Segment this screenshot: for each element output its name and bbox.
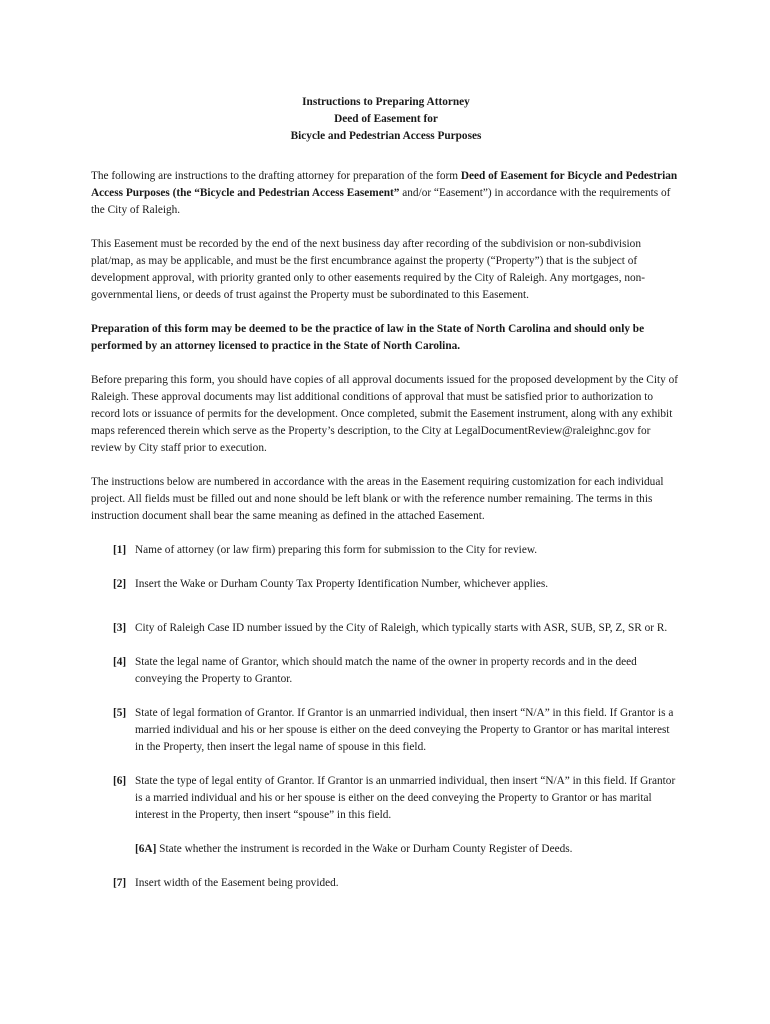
item-text: State whether the instrument is recorded in the Wake or Durham County Register of Deeds. — [156, 843, 573, 855]
instruction-item-4 — [91, 654, 681, 688]
instruction-item-6a — [91, 841, 681, 858]
intro-form-name: Deed of Easement for Bicycle and Pedestrian Access Purposes (the “Bicycle and Pedestrian Access Easement” — [91, 170, 678, 199]
document-page — [91, 94, 681, 909]
item-number: [6A] — [135, 843, 157, 855]
item-number: [7] — [113, 877, 127, 889]
title-line-1: Instructions to Preparing Attorney — [302, 96, 470, 108]
recording-paragraph: This Easement must be recorded by the end of the next business day after recording of the subdivision or non-subdivision plat/map, as may be applicable, and must be the first encumbrance against the property (“Property”) that is the subject of development approval, with priority granted only to other easements required by the City of Raleigh. Any mortgages, non-governmental liens, or deeds of trust against the Property must be subordinated to this Easement. — [91, 238, 646, 301]
item-text: State the legal name of Grantor, which should match the name of the owner in property records and in the deed conveying the Property to Grantor. — [135, 656, 637, 685]
intro-paragraph — [91, 168, 681, 219]
instruction-item-7 — [91, 875, 681, 892]
item-number: [3] — [113, 622, 127, 634]
intro-text-end: and/or “Easement”) in accordance with the requirements of the City of Raleigh. — [91, 187, 671, 216]
before-preparing-paragraph: Before preparing this form, you should have copies of all approval documents issued for the proposed development by the City of Raleigh. These approval documents may list additional conditions of approval that must be satisfied prior to authorization to record lots or issuance of permits for the development. Once completed, submit the Easement instrument, along with any exhibit maps referenced therein which serve as the Property’s description, to the City at LegalDocumentReview@raleighnc.gov for review by City staff prior to execution. — [91, 374, 678, 454]
item-number: [6] — [113, 775, 127, 787]
title-line-3: Bicycle and Pedestrian Access Purposes — [290, 130, 482, 142]
instruction-item-3 — [91, 620, 681, 637]
instructions-paragraph: The instructions below are numbered in accordance with the areas in the Easement requiring customization for each individual project. All fields must be filled out and none should be left blank or with the reference number remaining. The terms in this instruction document shall bear the same meaning as defined in the attached Easement. — [91, 476, 664, 522]
instruction-item-1 — [91, 542, 681, 559]
item-text: Insert width of the Easement being provided. — [135, 877, 339, 889]
instruction-item-2 — [91, 576, 681, 593]
instruction-item-5 — [91, 705, 681, 756]
item-number: [5] — [113, 707, 127, 719]
item-text: State of legal formation of Grantor. If Grantor is an unmarried individual, then insert “N/A” in this field. If Grantor is a married individual and his or her spouse is either on the deed conveying the Property to Grantor or has marital interest in the Property, then insert the legal name of spouse in this field. — [135, 707, 674, 753]
document-title — [91, 94, 681, 145]
item-number: [2] — [113, 578, 127, 590]
item-text: State the type of legal entity of Grantor. If Grantor is an unmarried individual, then insert “N/A” in this field. If Grantor is a married individual and his or her spouse is either on the deed conveying the Property to Grantor or has marital interest in the Property, then insert “spouse” in this field. — [135, 775, 676, 821]
practice-of-law-warning: Preparation of this form may be deemed to be the practice of law in the State of North Carolina and should only be performed by an attorney licensed to practice in the State of North Carolina. — [91, 323, 645, 352]
item-number: [1] — [113, 544, 127, 556]
item-text: Insert the Wake or Durham County Tax Property Identification Number, whichever applies. — [135, 578, 549, 590]
intro-text-start: The following are instructions to the drafting attorney for preparation of the form — [91, 170, 461, 182]
item-text: City of Raleigh Case ID number issued by the City of Raleigh, which typically starts with ASR, SUB, SP, Z, SR or R. — [135, 622, 668, 634]
instruction-item-6 — [91, 773, 681, 824]
item-text: Name of attorney (or law firm) preparing this form for submission to the City for review. — [135, 544, 538, 556]
title-line-2: Deed of Easement for — [334, 113, 438, 125]
item-number: [4] — [113, 656, 127, 668]
